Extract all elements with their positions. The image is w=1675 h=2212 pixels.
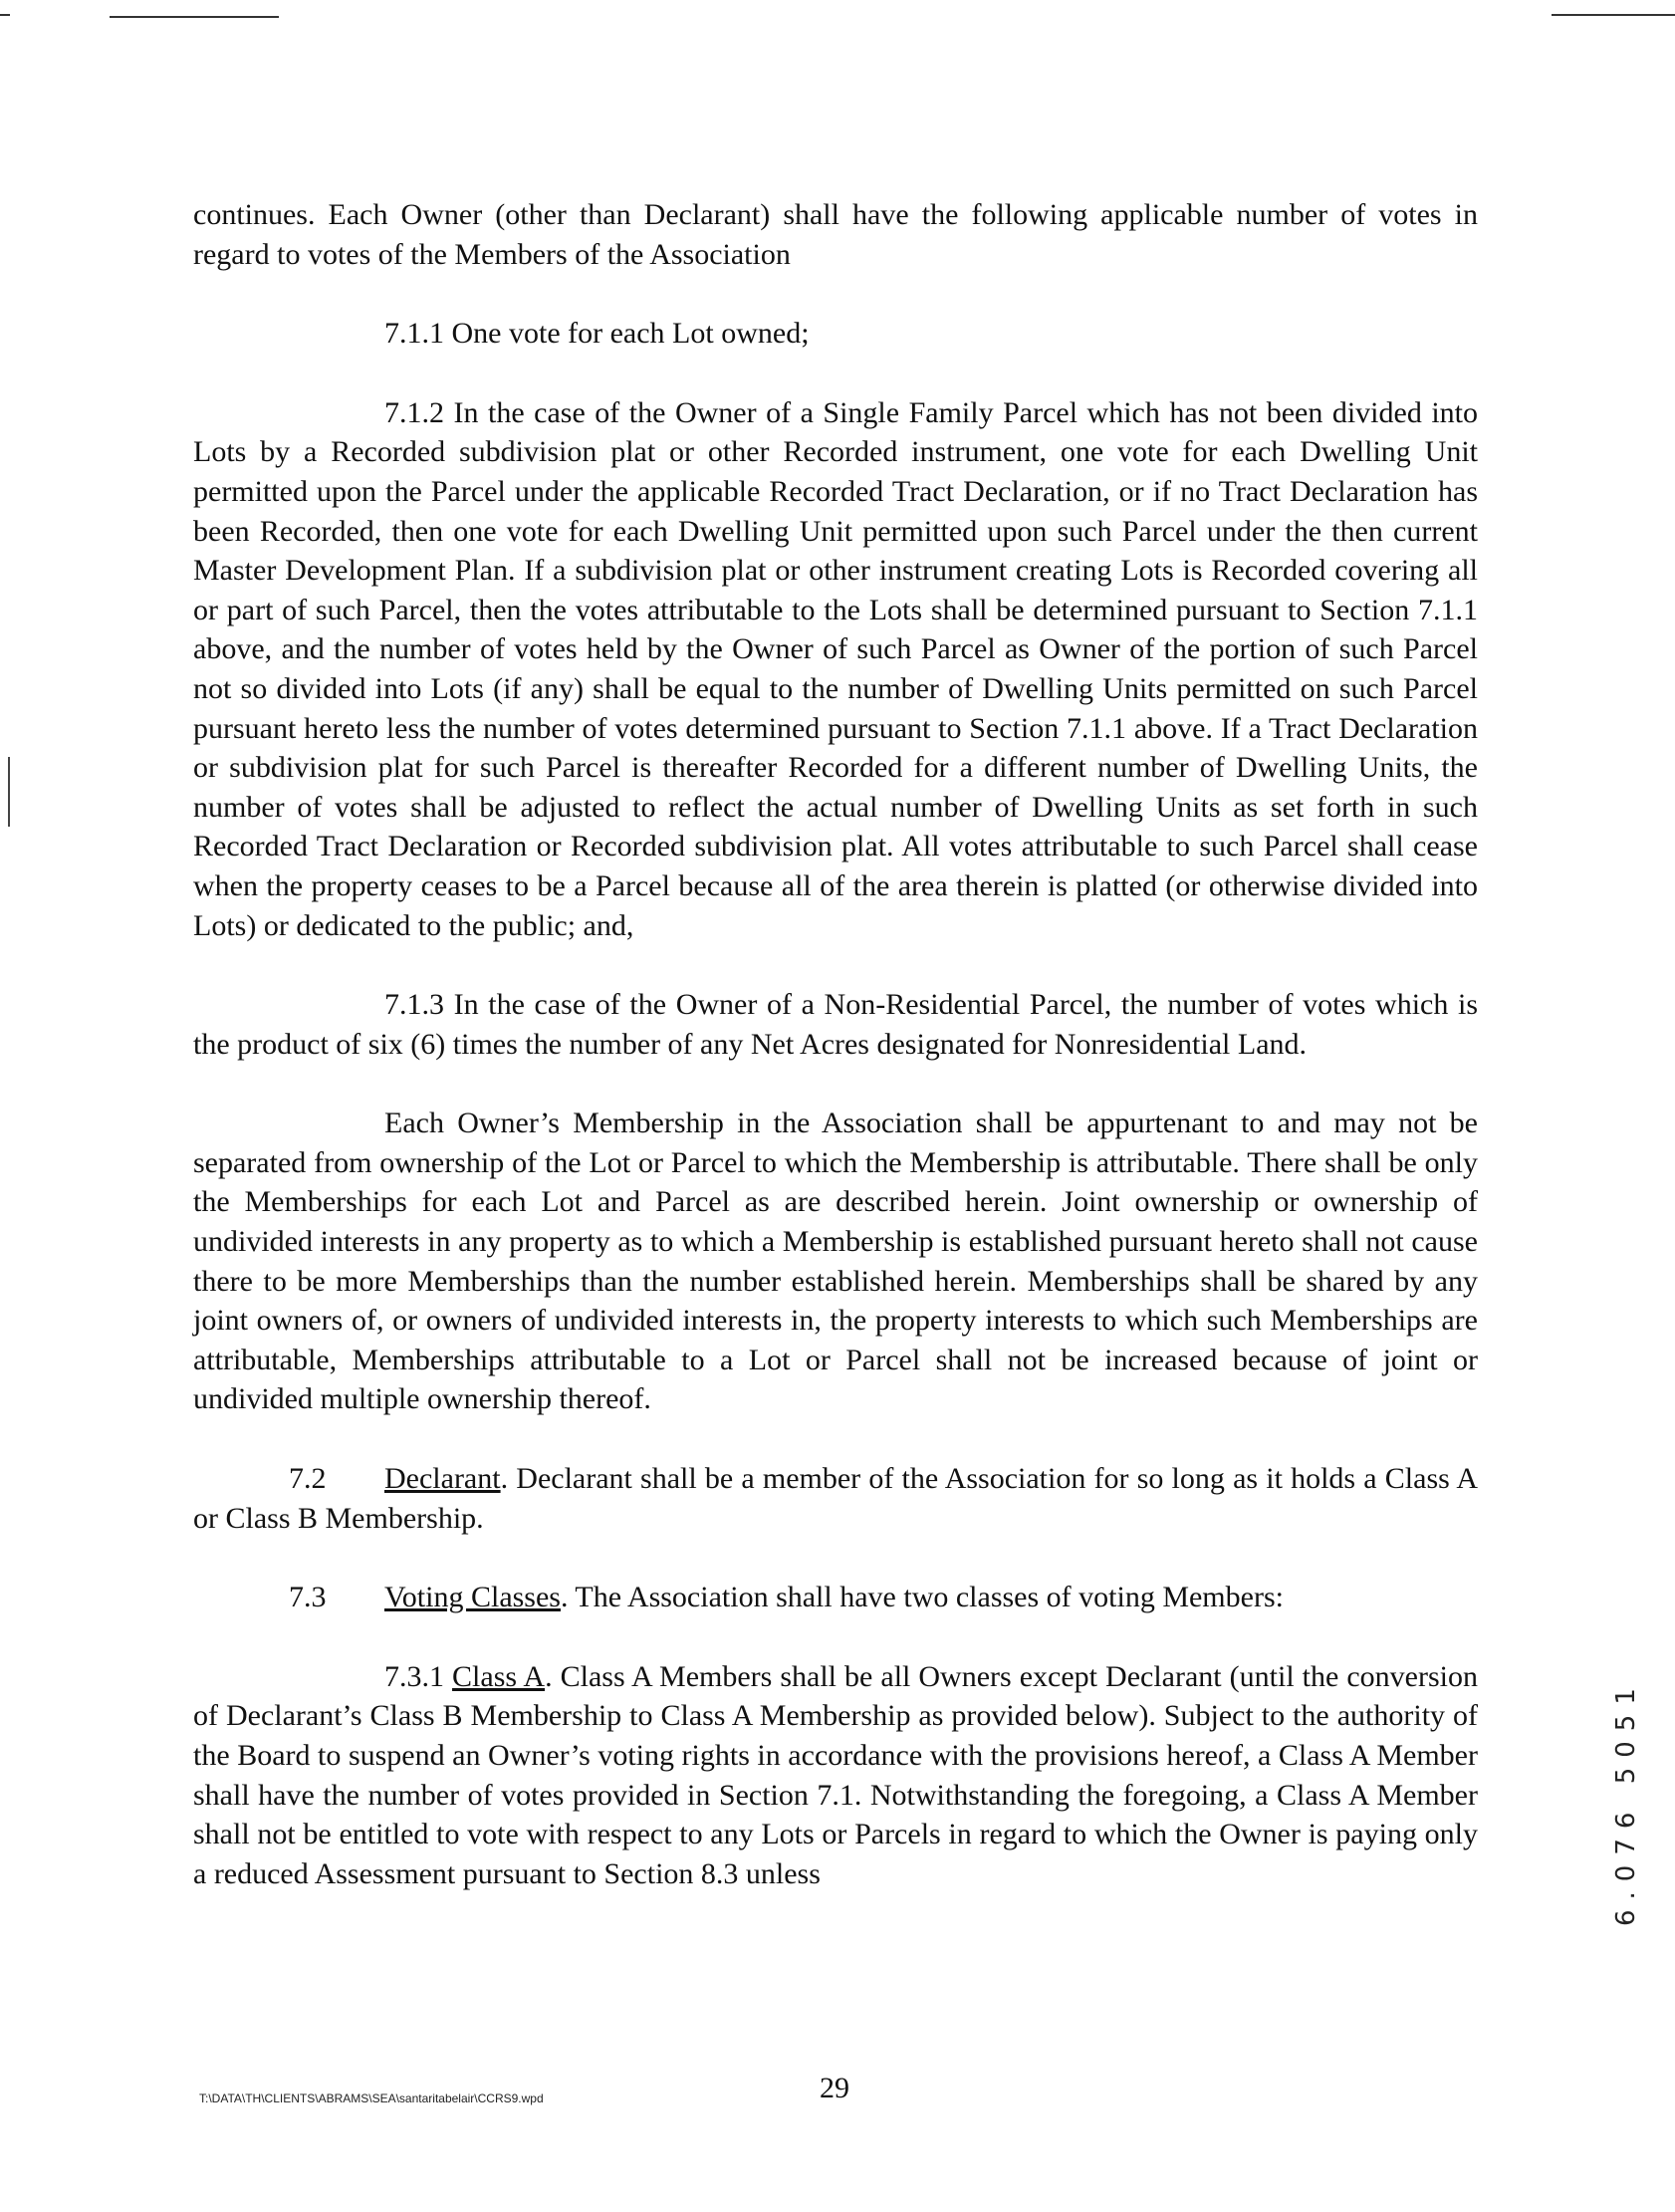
- paragraph-7-1-1: [193, 314, 1478, 354]
- paragraph-7-3: [193, 1578, 1478, 1617]
- document-body: [193, 195, 1478, 1933]
- paragraph-text: Each Owner’s Membership in the Association shall be appurtenant to and may not be separated from ownership of the Lot or Parcel to which the Membership is attributable. There shall be only the Memberships for each Lot and Parcel as are described herein. Joint ownership or ownership of undivided interests in any property as to which a Membership is established pursuant hereto shall not cause there to be more Memberships than the number established herein. Memberships shall be shared by any joint owners of, or owners of undivided interests in, the property interests to which such Memberships are attributable, Memberships attributable to a Lot or Parcel shall not be increased because of joint or undivided multiple ownership thereof.: [193, 1106, 1478, 1416]
- scan-artifact-tick: [0, 14, 10, 16]
- scan-artifact-rule-right: [1552, 14, 1675, 16]
- recording-reference-number: 6.076 5051: [1611, 1678, 1641, 1927]
- paragraph-text: In the case of the Owner of a Non-Residential Parcel, the number of votes which is the product of six (6) times the number of any Net Acres designated for Nonresidential Land.: [193, 988, 1479, 1061]
- section-number: 7.3.1: [384, 1659, 444, 1693]
- scan-artifact-rule-left: [110, 16, 279, 18]
- section-title: Class A: [452, 1659, 546, 1693]
- footer-file-path: T:\DATA\TH\CLIENTS\ABRAMS\SEA\santaritabelair\CCRS9.wpd: [199, 2091, 544, 2105]
- paragraph-7-1-2: [193, 393, 1478, 945]
- paragraph-text: In the case of the Owner of a Single Family Parcel which has not been divided into Lots by a Recorded subdivision plat or other Recorded instrument, one vote for each Dwelling Unit permitted upon the Parcel under the applicable Recorded Tract Declaration, or if no Tract Declaration has been Recorded, then one vote for each Dwelling Unit permitted upon such Parcel under the then current Master Development Plan. If a subdivision plat or other instrument creating Lots is Recorded covering all or part of such Parcel, then the votes attributable to the Lots shall be determined pursuant to Section 7.1.1 above, and the number of votes held by the Owner of such Parcel as Owner of the portion of such Parcel not so divided into Lots (if any) shall be equal to the number of Dwelling Units permitted on such Parcel pursuant hereto less the number of votes determined pursuant to Section 7.1.1 above. If a Tract Declaration or subdivision plat for such Parcel is thereafter Recorded for a different number of Dwelling Units, the number of votes shall be adjusted to reflect the actual number of Dwelling Units as set forth in such Recorded Tract Declaration or Recorded subdivision plat. All votes attributable to such Parcel shall cease when the property ceases to be a Parcel because all of the area therein is platted (or otherwise divided into Lots) or dedicated to the public; and,: [193, 395, 1479, 942]
- paragraph-text: . Class A Members shall be all Owners except Declarant (until the conversion of Declarant’s Class B Membership to Class A Membership as provided below). Subject to the authority of the Board to suspend an Owner’s voting rights in accordance with the provisions hereof, a Class A Member shall have the number of votes provided in Section 7.1. Notwithstanding the foregoing, a Class A Member shall not be entitled to vote with respect to any Lots or Parcels in regard to which the Owner is paying only a reduced Assessment pursuant to Section 8.3 unless: [193, 1659, 1478, 1890]
- paragraph-text: . Declarant shall be a member of the Association for so long as it holds a Class A or Class B Membership.: [193, 1462, 1478, 1535]
- section-number: 7.1.3: [384, 988, 444, 1022]
- page-number: 29: [820, 2072, 849, 2104]
- section-title: Voting Classes: [384, 1581, 561, 1614]
- paragraph-text: . The Association shall have two classes of voting Members:: [560, 1581, 1284, 1614]
- paragraph-text: continues. Each Owner (other than Declarant) shall have the following applicable number of votes in regard to votes of the Members of the Association: [193, 198, 1478, 271]
- section-number: 7.1.1: [384, 317, 444, 351]
- scan-margin-mark: [8, 757, 10, 827]
- paragraph-7-3-1: [193, 1657, 1478, 1894]
- paragraph-7-1-3: [193, 985, 1478, 1064]
- paragraph-text: One vote for each Lot owned;: [451, 317, 810, 351]
- paragraph-membership: [193, 1104, 1478, 1419]
- section-title: Declarant: [384, 1462, 501, 1496]
- section-number: 7.3: [289, 1581, 327, 1614]
- paragraph-7-2: [193, 1459, 1478, 1538]
- section-number: 7.1.2: [384, 395, 444, 429]
- paragraph-continuation: [193, 195, 1478, 274]
- section-number: 7.2: [289, 1462, 327, 1496]
